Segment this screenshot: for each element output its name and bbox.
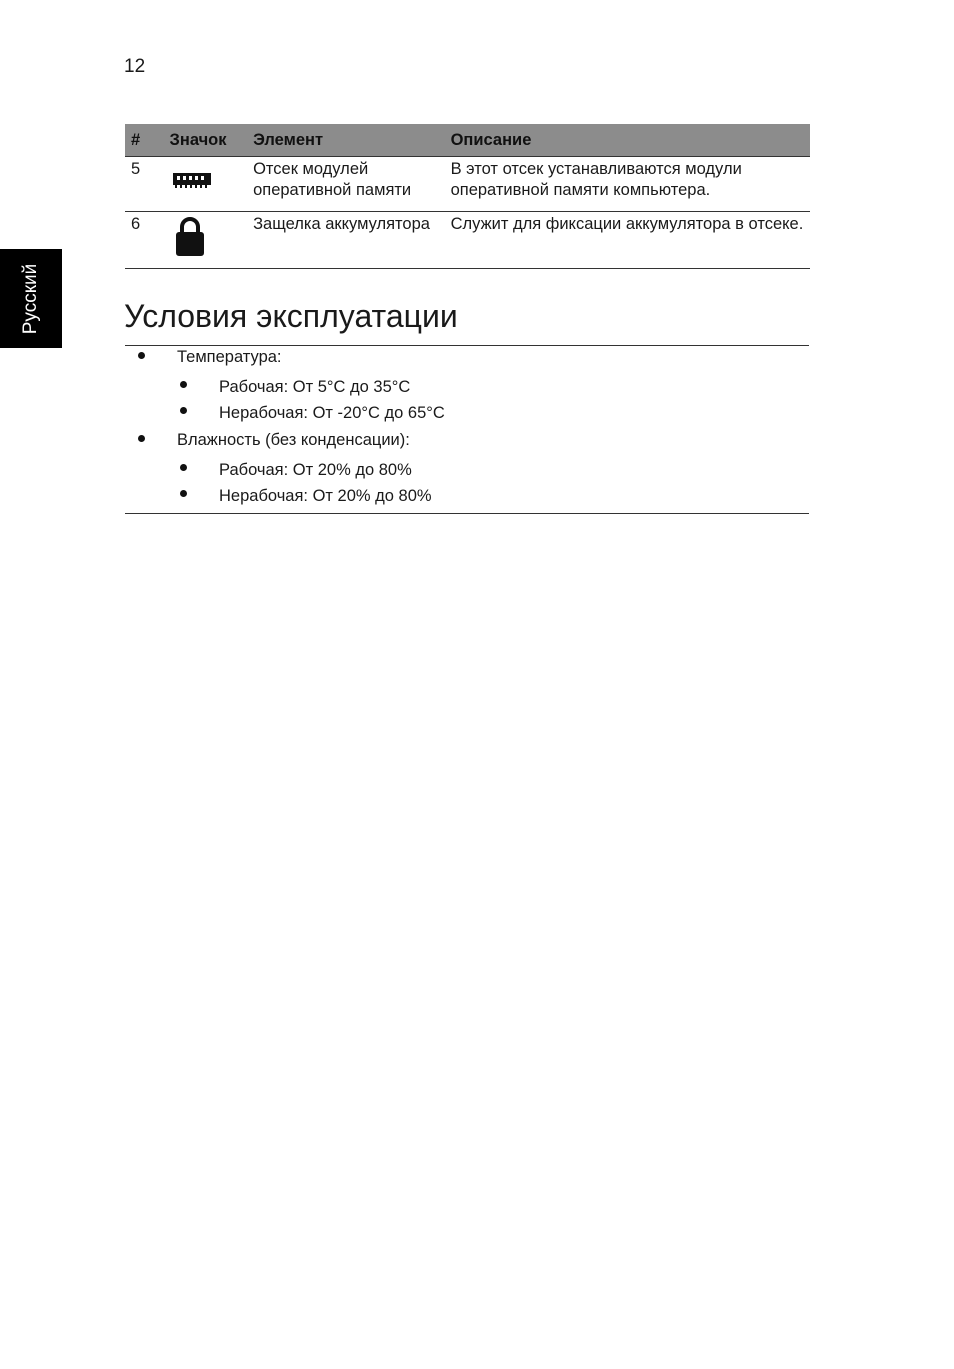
row-number: 5 [125,157,170,212]
bullet-dot [180,381,187,388]
row-description: Служит для фиксации аккумулятора в отсеке. [451,212,810,269]
header-description: Описание [451,124,810,157]
row-element: Отсек модулей оперативной памяти [253,157,451,212]
table-row [125,212,810,269]
row-icon-cell [170,157,254,212]
header-number: # [125,124,170,157]
padlock-icon [173,216,207,258]
list-item-humidity: Влажность (без конденсации): [177,431,410,449]
page-number: 12 [124,56,146,77]
sub-list-item: Рабочая: От 20% до 80% [219,461,412,479]
sub-list-item: Нерабочая: От -20°C до 65°C [219,404,445,422]
section-title: Условия эксплуатации [124,298,458,334]
bullet-dot [138,435,145,442]
row-icon-cell [170,212,254,269]
memory-module-icon [172,169,212,191]
row-number: 6 [125,212,170,269]
table-row [125,157,810,212]
bullet-dot [180,407,187,414]
component-table [125,124,810,269]
row-description: В этот отсек устанавливаются модули оперативной памяти компьютера. [451,157,810,212]
bullet-dot [180,464,187,471]
header-icon: Значок [170,124,254,157]
list-item-temperature: Температура: [177,348,282,366]
bullet-dot [180,490,187,497]
section-bottom-divider [125,513,809,514]
title-divider [125,345,809,346]
table-header-row [125,124,810,157]
sub-list-item: Рабочая: От 5°C до 35°C [219,378,411,396]
sub-list-item: Нерабочая: От 20% до 80% [219,487,432,505]
bullet-dot [138,352,145,359]
row-element: Защелка аккумулятора [253,212,451,269]
language-side-tab-label: Русский [20,263,41,334]
header-element: Элемент [253,124,451,157]
language-side-tab [0,249,62,348]
